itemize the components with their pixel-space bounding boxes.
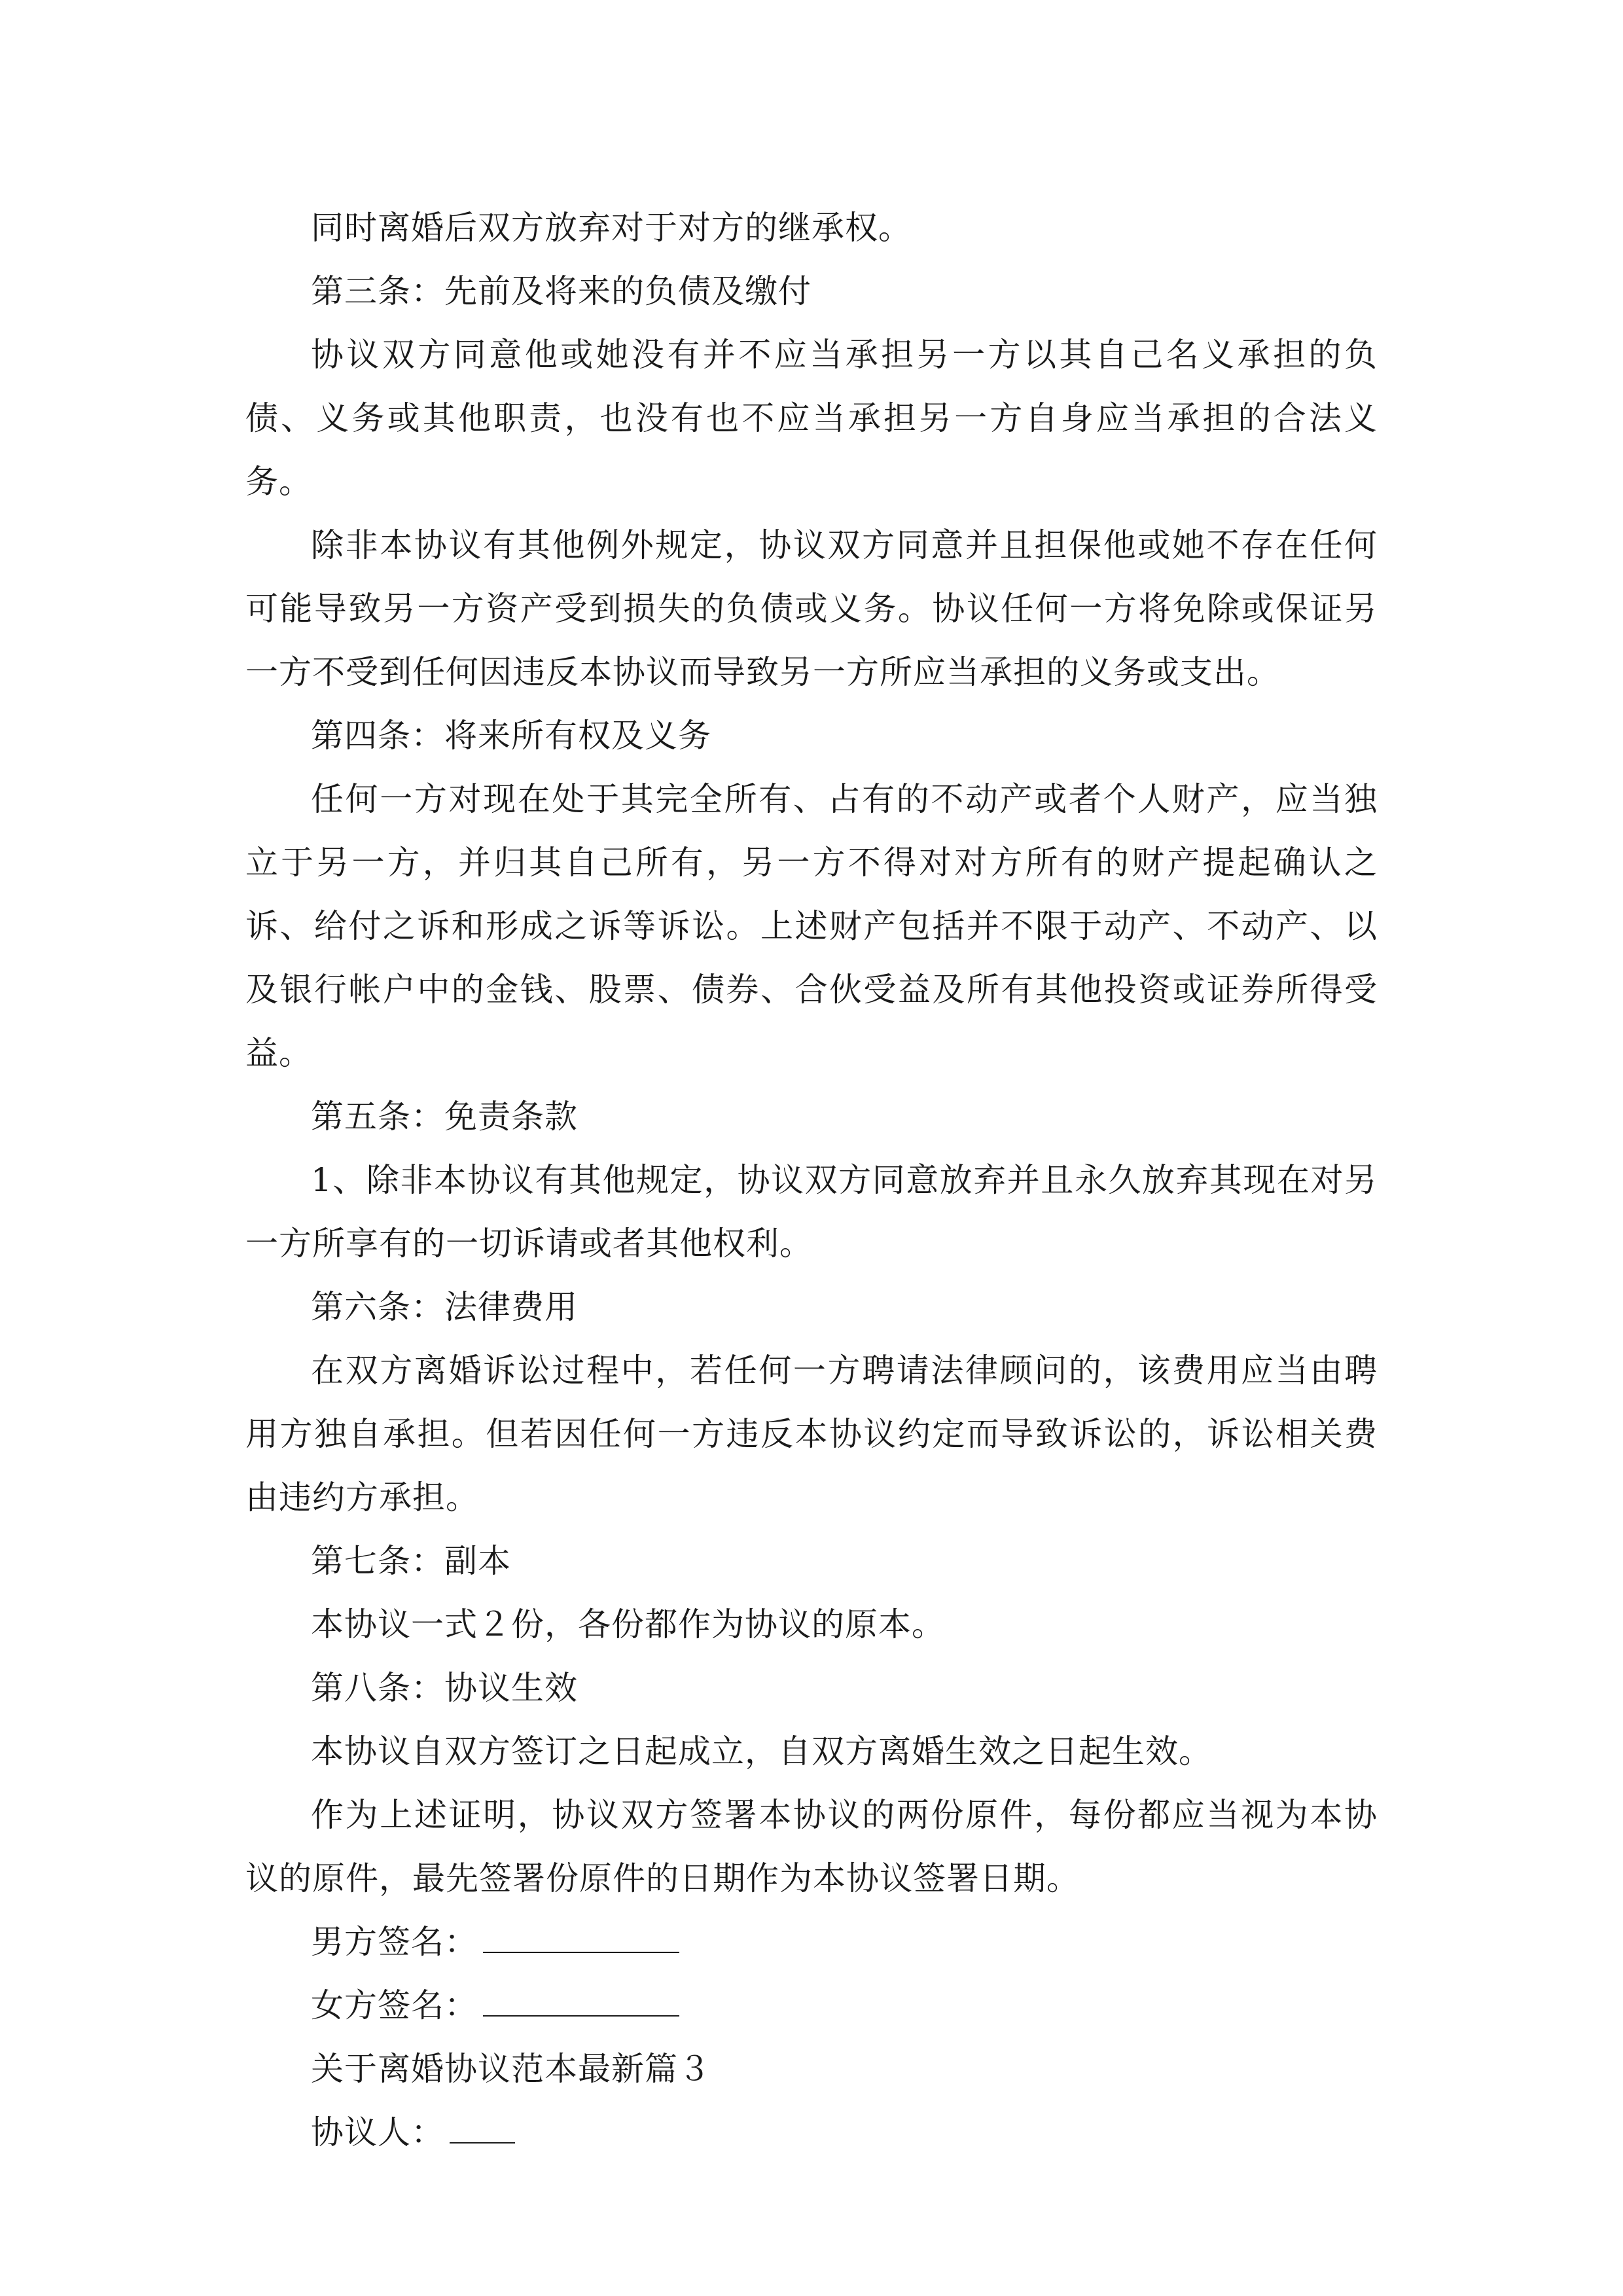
female-signature-blank	[483, 1975, 679, 2017]
article-5-heading: 第五条：免责条款	[311, 1098, 578, 1136]
party-label: 协议人：	[311, 2113, 444, 2151]
male-signature-line	[245, 1910, 1378, 1974]
male-signature-blank	[483, 1911, 679, 1953]
article-7-heading: 第七条：副本	[311, 1542, 511, 1580]
female-signature-line	[245, 1974, 1378, 2037]
paragraph-article-8-2: 作为上述证明，协议双方签署本协议的两份原件，每份都应当视为本协议的原件，最先签署份原件的日期作为本协议签署日期。	[245, 1796, 1378, 1897]
document-body	[245, 196, 1378, 2164]
paragraph-article-3-2: 除非本协议有其他例外规定，协议双方同意并且担保他或她不存在任何可能导致另一方资产受到损失的负债或义务。协议任何一方将免除或保证另一方不受到任何因违反本协议而导致另一方所应当承担的义务或支出。	[245, 526, 1378, 691]
paragraph-article-4: 任何一方对现在处于其完全所有、占有的不动产或者个人财产，应当独立于另一方，并归其自己所有，另一方不得对对方所有的财产提起确认之诉、给付之诉和形成之诉等诉讼。上述财产包括并不限于动产、不动产、以及银行帐户中的金钱、股票、债券、合伙受益及所有其他投资或证券所得受益。	[245, 780, 1378, 1072]
female-signature-label: 女方签名：	[311, 1986, 478, 2024]
paragraph-article-3-1: 协议双方同意他或她没有并不应当承担另一方以其自己名义承担的负债、义务或其他职责，也没有也不应当承担另一方自身应当承担的合法义务。	[245, 336, 1378, 501]
party-line	[245, 2101, 1378, 2164]
male-signature-label: 男方签名：	[311, 1923, 478, 1961]
paragraph-article-7: 本协议一式２份，各份都作为协议的原本。	[311, 1605, 945, 1643]
article-3-heading: 第三条：先前及将来的负债及缴付	[311, 272, 812, 310]
article-4-heading: 第四条：将来所有权及义务	[311, 717, 711, 755]
paragraph-article-6: 在双方离婚诉讼过程中，若任何一方聘请法律顾问的，该费用应当由聘用方独自承担。但若因任何一方违反本协议约定而导致诉讼的，诉讼相关费由违约方承担。	[245, 1352, 1378, 1516]
paragraph-inheritance: 同时离婚后双方放弃对于对方的继承权。	[311, 209, 912, 247]
article-8-heading: 第八条：协议生效	[311, 1669, 578, 1707]
party-blank	[450, 2102, 515, 2144]
article-6-heading: 第六条：法律费用	[311, 1288, 578, 1326]
paragraph-article-5: 1、除非本协议有其他规定，协议双方同意放弃并且永久放弃其现在对另一方所享有的一切诉请或者其他权利。	[245, 1161, 1378, 1263]
paragraph-article-8-1: 本协议自双方签订之日起成立，自双方离婚生效之日起生效。	[311, 1732, 1212, 1770]
next-section-title: 关于离婚协议范本最新篇３	[311, 2050, 711, 2088]
